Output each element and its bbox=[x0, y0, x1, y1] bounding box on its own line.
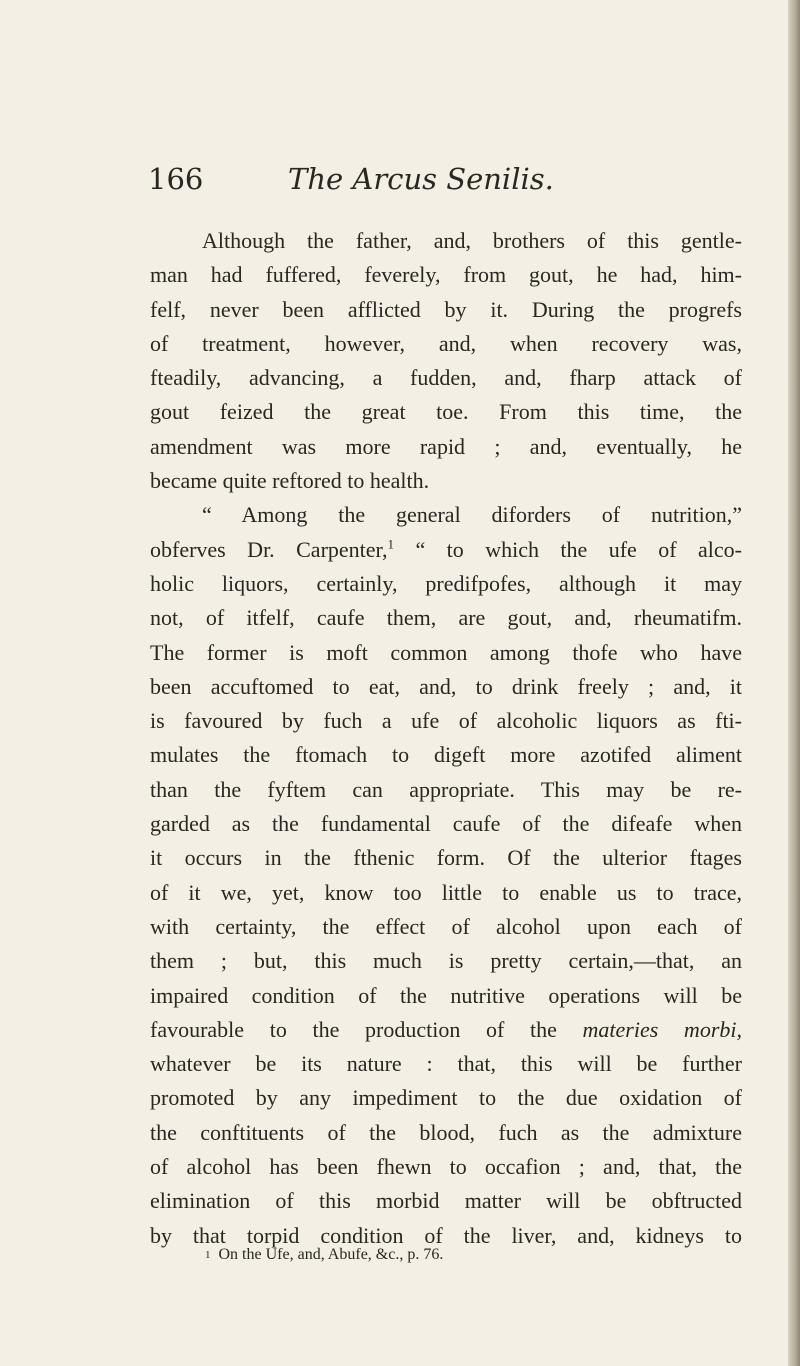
text-line: Although the father, and, brothers of this gentle- bbox=[202, 228, 742, 253]
text-line: is favoured by fuch a ufe of alcoholic liquors as fti- bbox=[150, 708, 742, 734]
text-line: it occurs in the fthenic form. Of the ulterior ftages bbox=[150, 845, 742, 871]
footnote-text: On the Ufe, and, Abufe, &c., p. 76. bbox=[218, 1246, 444, 1263]
text-line bbox=[150, 533, 742, 567]
text-line: mulates the ftomach to digeft more azotifed aliment bbox=[150, 742, 742, 768]
text-line: “ Among the general diforders of nutrition,” bbox=[202, 502, 742, 528]
body-text bbox=[150, 224, 742, 1253]
text-line: felf, never been afflicted by it. During the progrefs bbox=[150, 296, 742, 322]
footnote bbox=[205, 1246, 443, 1264]
text-line: elimination of this morbid matter will be obftructed bbox=[150, 1188, 742, 1214]
text-line: man had fuffered, feverely, from gout, he had, him- bbox=[150, 262, 742, 288]
text-line: promoted by any impediment to the due oxidation of bbox=[150, 1085, 742, 1111]
text-segment: favourable to the production of the bbox=[150, 1016, 557, 1042]
latin-phrase: materies morbi, bbox=[582, 1016, 742, 1042]
text-line bbox=[150, 1013, 742, 1047]
text-line: garded as the fundamental caufe of the difeafe when bbox=[150, 811, 742, 837]
text-line: impaired condition of the nutritive operations will be bbox=[150, 982, 742, 1008]
text-segment: obferves Dr. Carpenter, bbox=[150, 536, 388, 562]
text-line: The former is moft common among thofe who have bbox=[150, 639, 742, 665]
footnote-ref: 1 bbox=[387, 536, 394, 552]
text-line: amendment was more rapid ; and, eventually, he bbox=[150, 433, 742, 459]
text-line: holic liquors, certainly, predifpofes, although it may bbox=[150, 570, 742, 596]
text-line: them ; but, this much is pretty certain,—that, an bbox=[150, 948, 742, 974]
text-line: whatever be its nature : that, this will be further bbox=[150, 1051, 742, 1077]
text-line: of it we, yet, know too little to enable us to trace, bbox=[150, 879, 742, 905]
text-line: been accuftomed to eat, and, to drink freely ; and, it bbox=[150, 673, 742, 699]
text-line: with certainty, the effect of alcohol upon each of bbox=[150, 913, 742, 939]
text-line: the conftituents of the blood, fuch as the admixture bbox=[150, 1119, 742, 1145]
text-line: of alcohol has been fhewn to occafion ; and, that, the bbox=[150, 1154, 742, 1180]
page-header bbox=[148, 162, 708, 202]
running-title: The Arcus Senilis. bbox=[288, 162, 554, 196]
text-segment: “ to which the ufe of alco- bbox=[415, 536, 742, 562]
footnote-marker: 1 bbox=[205, 1249, 211, 1261]
text-line: gout feized the great toe. From this time, the bbox=[150, 399, 742, 425]
text-line: of treatment, however, and, when recovery was, bbox=[150, 330, 742, 356]
text-line: than the fyftem can appropriate. This may be re- bbox=[150, 776, 742, 802]
text-line: became quite reftored to health. bbox=[150, 468, 430, 494]
text-line: fteadily, advancing, a fudden, and, fharp attack of bbox=[150, 365, 742, 391]
text-line: not, of itfelf, caufe them, are gout, and, rheumatifm. bbox=[150, 605, 742, 631]
text-line: by that torpid condition of the liver, and, kidneys to bbox=[150, 1222, 742, 1248]
page-number: 166 bbox=[148, 162, 204, 196]
page-edge bbox=[788, 0, 800, 1366]
